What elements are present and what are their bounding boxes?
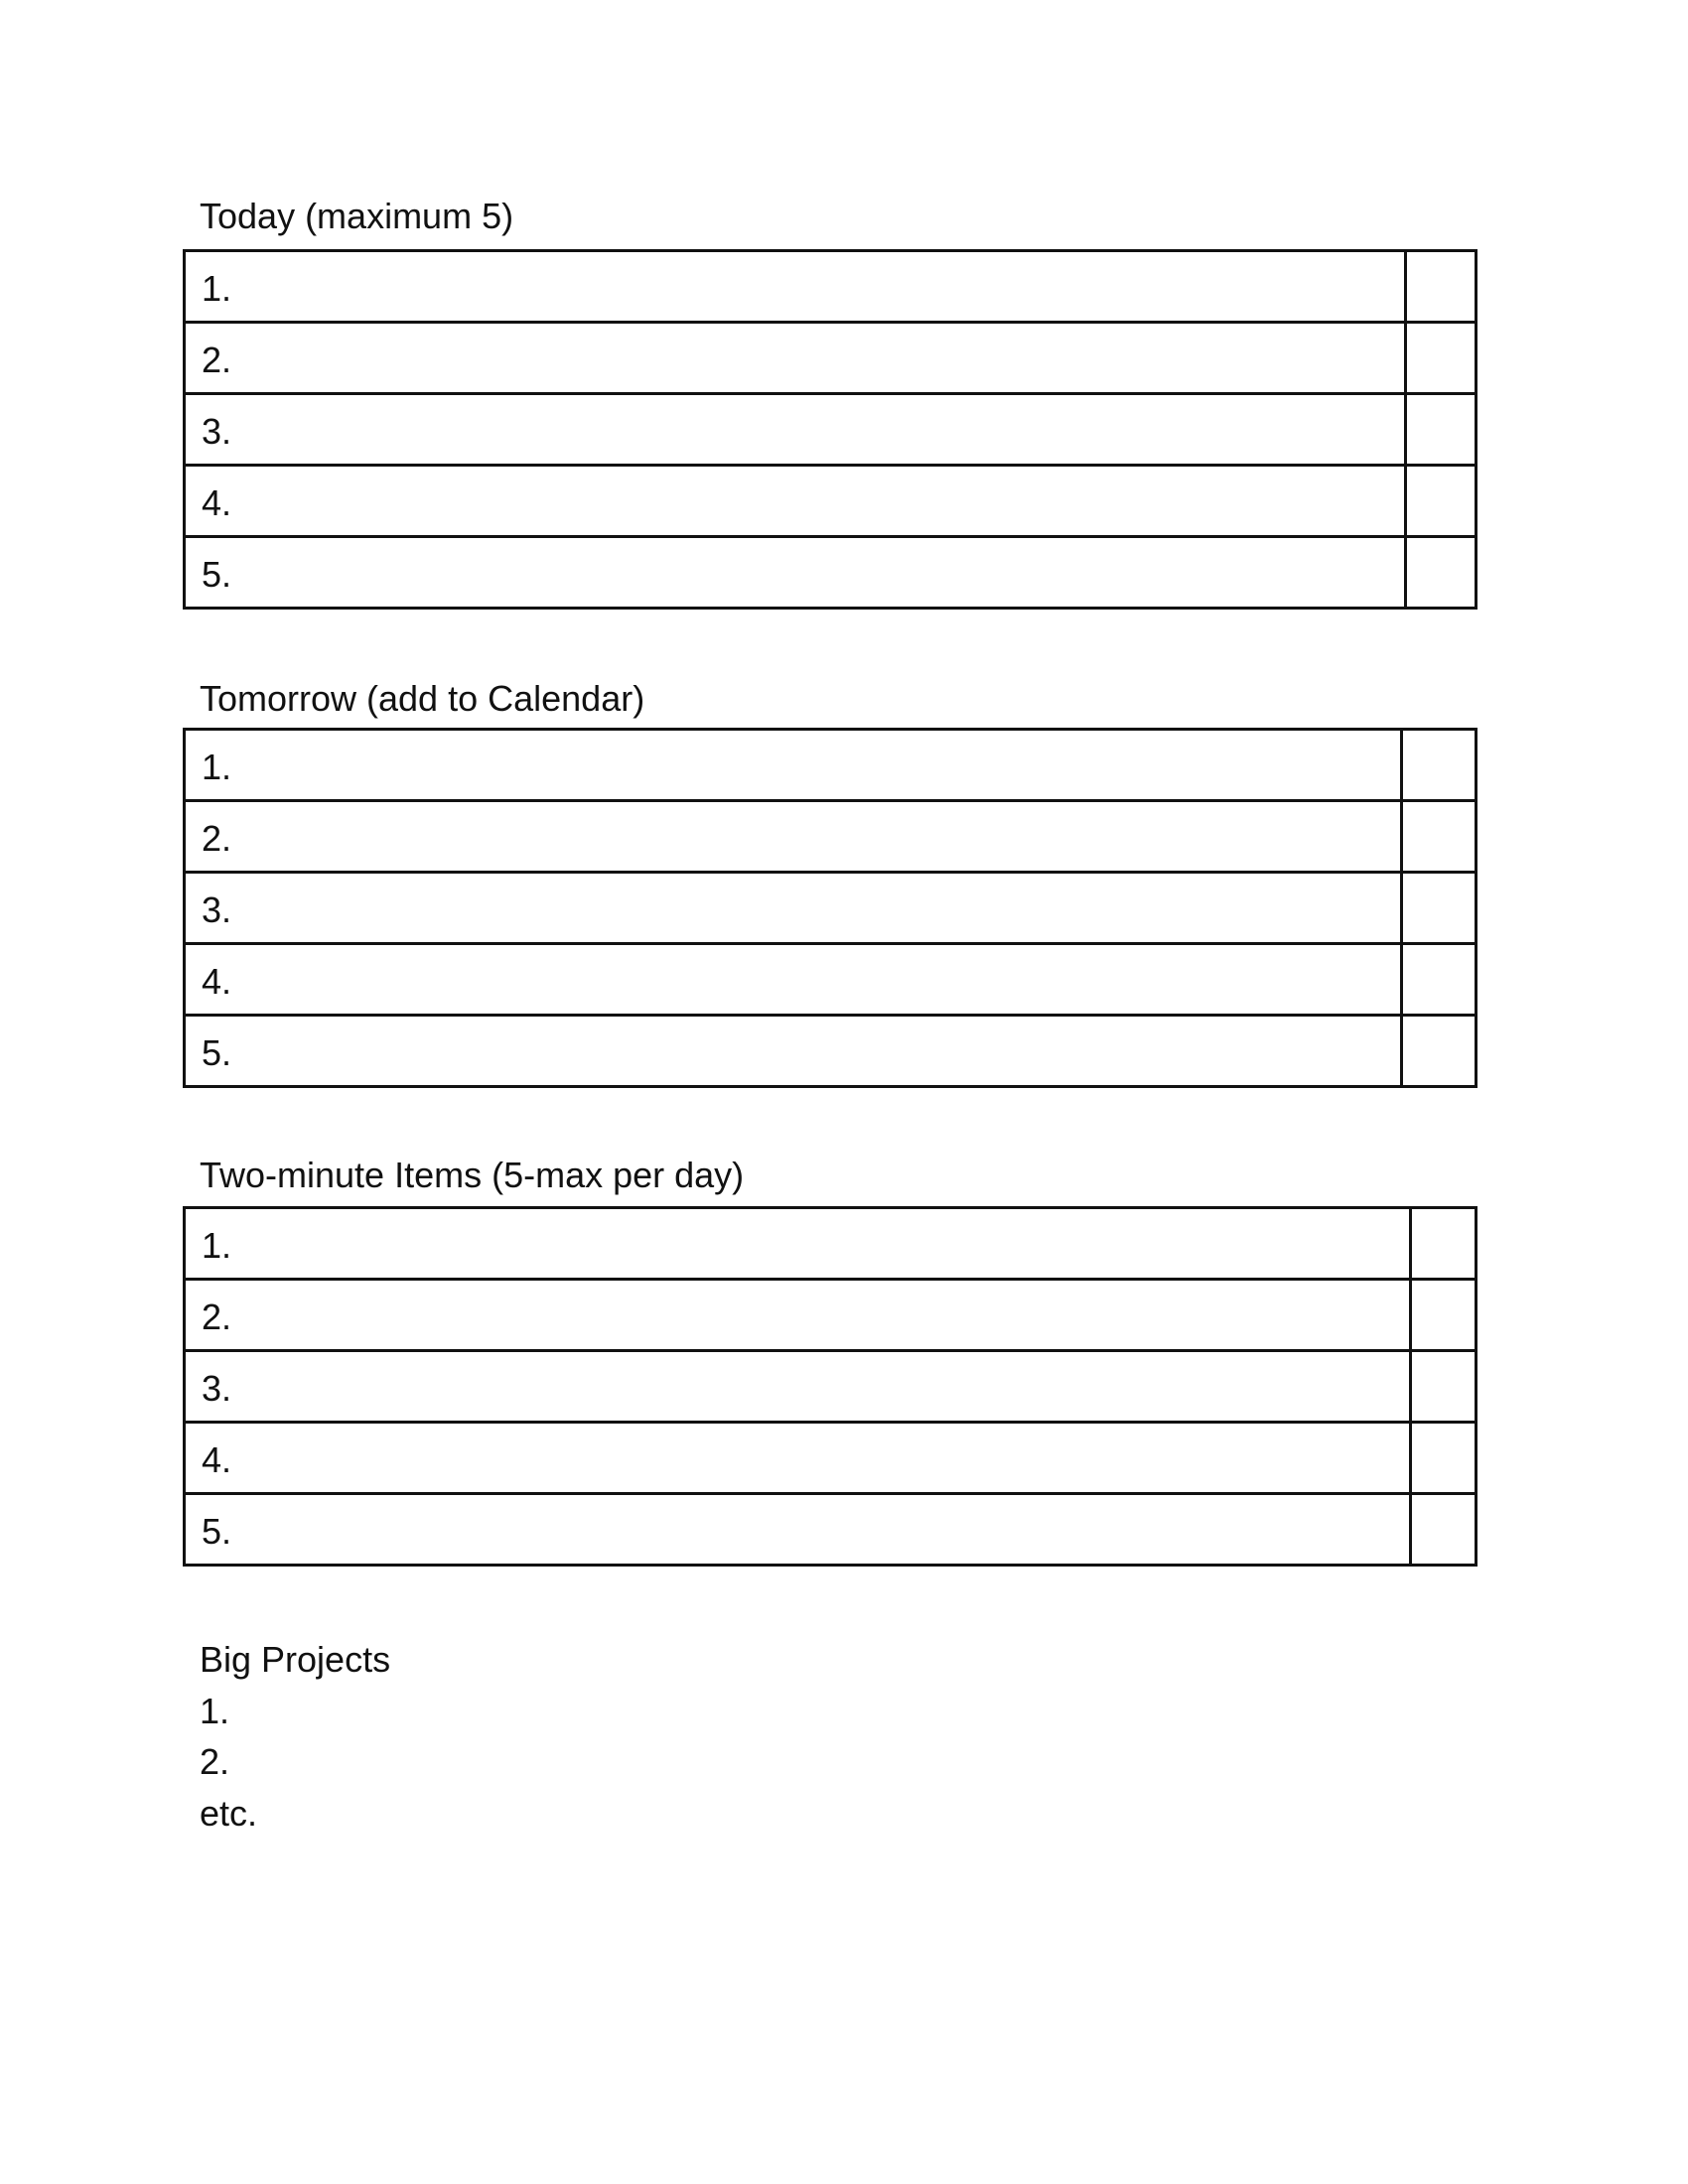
row-number: 5. <box>202 1031 232 1073</box>
table-row <box>185 251 1477 323</box>
checkbox-cell[interactable] <box>1402 944 1477 1016</box>
checkbox-cell[interactable] <box>1406 466 1477 537</box>
checkbox-cell[interactable] <box>1411 1423 1477 1494</box>
checkbox-cell[interactable] <box>1411 1494 1477 1566</box>
table-row <box>185 323 1477 394</box>
task-cell[interactable] <box>185 1423 1411 1494</box>
row-number: 4. <box>202 960 232 1002</box>
task-cell[interactable] <box>185 730 1402 801</box>
table-row <box>185 466 1477 537</box>
checkbox-cell[interactable] <box>1402 873 1477 944</box>
task-cell[interactable] <box>185 801 1402 873</box>
task-cell[interactable] <box>185 323 1406 394</box>
checkbox-cell[interactable] <box>1402 1016 1477 1087</box>
row-number: 1. <box>202 267 232 309</box>
task-cell[interactable] <box>185 1016 1402 1087</box>
task-cell[interactable] <box>185 466 1406 537</box>
row-number: 1. <box>202 1224 232 1266</box>
row-number: 2. <box>202 339 232 380</box>
task-cell[interactable] <box>185 1208 1411 1280</box>
table-row <box>185 1016 1477 1087</box>
list-item: etc. <box>200 1793 258 1835</box>
row-number: 3. <box>202 1367 232 1409</box>
big-projects-list <box>200 1634 390 1840</box>
checkbox-cell[interactable] <box>1406 251 1477 323</box>
table-row <box>185 1423 1477 1494</box>
row-number: 3. <box>202 888 232 930</box>
list-item: 1. <box>200 1690 230 1731</box>
table-row <box>185 801 1477 873</box>
checkbox-cell[interactable] <box>1402 730 1477 801</box>
row-number: 2. <box>202 1296 232 1337</box>
table-row <box>185 1494 1477 1566</box>
table-row <box>185 730 1477 801</box>
row-number: 1. <box>202 746 232 787</box>
task-cell[interactable] <box>185 537 1406 609</box>
checkbox-cell[interactable] <box>1406 394 1477 466</box>
task-cell[interactable] <box>185 1351 1411 1423</box>
table-row <box>185 537 1477 609</box>
row-number: 2. <box>202 817 232 859</box>
two-minute-heading: Two-minute Items (5-max per day) <box>200 1155 745 1195</box>
row-number: 5. <box>202 1510 232 1552</box>
row-number: 5. <box>202 553 232 595</box>
today-heading: Today (maximum 5) <box>200 196 514 236</box>
row-number: 4. <box>202 481 232 523</box>
table-row <box>185 873 1477 944</box>
list-item: 2. <box>200 1741 230 1783</box>
task-cell[interactable] <box>185 873 1402 944</box>
today-table <box>183 249 1477 610</box>
tomorrow-table <box>183 728 1477 1088</box>
big-projects-heading: Big Projects <box>200 1639 391 1680</box>
checkbox-cell[interactable] <box>1411 1280 1477 1351</box>
table-row <box>185 1208 1477 1280</box>
task-cell[interactable] <box>185 1494 1411 1566</box>
task-cell[interactable] <box>185 1280 1411 1351</box>
tomorrow-heading: Tomorrow (add to Calendar) <box>200 678 645 719</box>
checkbox-cell[interactable] <box>1402 801 1477 873</box>
checkbox-cell[interactable] <box>1406 323 1477 394</box>
row-number: 3. <box>202 410 232 452</box>
task-cell[interactable] <box>185 394 1406 466</box>
table-row <box>185 1280 1477 1351</box>
task-cell[interactable] <box>185 944 1402 1016</box>
row-number: 4. <box>202 1438 232 1480</box>
task-cell[interactable] <box>185 251 1406 323</box>
two-minute-table <box>183 1206 1477 1567</box>
checkbox-cell[interactable] <box>1411 1351 1477 1423</box>
table-row <box>185 1351 1477 1423</box>
table-row <box>185 944 1477 1016</box>
checkbox-cell[interactable] <box>1406 537 1477 609</box>
table-row <box>185 394 1477 466</box>
checkbox-cell[interactable] <box>1411 1208 1477 1280</box>
